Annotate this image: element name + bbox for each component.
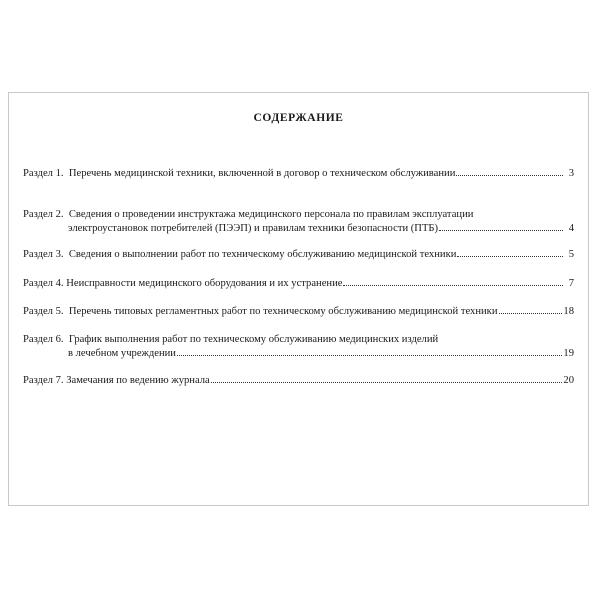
toc-entry-label: Раздел 6. <box>23 334 64 345</box>
toc-entry-text: График выполнения работ по техническому обслуживанию медицинских изделий <box>68 334 439 345</box>
toc-page-number: 20 <box>563 375 574 386</box>
toc-page-number: 19 <box>563 348 574 359</box>
toc-entry-5 <box>23 305 574 319</box>
document-page <box>8 92 589 506</box>
toc-entry-label: Раздел 5. <box>23 306 64 317</box>
toc-entry-label: Раздел 3. <box>23 249 64 260</box>
toc-entry-label: Раздел 1. <box>23 168 64 179</box>
toc-entry-7 <box>23 374 574 388</box>
toc-page-number: 7 <box>568 278 574 289</box>
dot-leader <box>211 382 563 383</box>
toc-line <box>23 208 574 222</box>
toc-entry-6 <box>23 333 574 361</box>
toc-entry-text: Сведения о выполнении работ по техническому обслуживанию медицинской техники <box>68 249 457 260</box>
toc-page-number: 4 <box>568 223 574 234</box>
toc-line <box>23 248 574 262</box>
dot-leader <box>439 230 563 231</box>
toc-entry-2 <box>23 208 574 236</box>
toc-entry-label: Раздел 7. <box>23 375 64 386</box>
toc-page-number: 5 <box>568 249 574 260</box>
toc-line <box>23 222 574 236</box>
dot-leader <box>343 285 563 286</box>
toc-page-number: 3 <box>568 168 574 179</box>
dot-leader <box>456 175 563 176</box>
dot-leader <box>177 355 562 356</box>
toc-line <box>23 333 574 347</box>
dot-leader <box>457 256 563 257</box>
toc-page-number: 18 <box>563 306 574 317</box>
dot-leader <box>499 313 563 314</box>
toc-entry-text: электроустановок потребителей (ПЭЭП) и правилам техники безопасности (ПТБ) <box>68 223 439 234</box>
document-title: СОДЕРЖАНИЕ <box>253 112 344 124</box>
toc-entry-4 <box>23 277 574 291</box>
toc-line <box>23 167 574 181</box>
toc-entry-1 <box>23 167 574 181</box>
toc-entry-3 <box>23 248 574 262</box>
toc-line <box>23 277 574 291</box>
toc-line <box>23 374 574 388</box>
toc-line <box>23 347 574 361</box>
toc-entry-text: Перечень медицинской техники, включенной в договор о техническом обслуживании <box>68 168 456 179</box>
toc-line <box>23 305 574 319</box>
toc-entry-text: в лечебном учреждении <box>68 348 176 359</box>
toc-entry-text: Сведения о проведении инструктажа медицинского персонала по правилам эксплуатации <box>68 209 474 220</box>
toc-entry-label: Раздел 4. <box>23 278 64 289</box>
toc-entry-label: Раздел 2. <box>23 209 64 220</box>
toc-entry-text: Неисправности медицинского оборудования и их устранение <box>66 278 343 289</box>
toc-entry-text: Замечания по ведению журнала <box>66 375 210 386</box>
toc-entry-text: Перечень типовых регламентных работ по техническому обслуживанию медицинской техники <box>68 306 498 317</box>
